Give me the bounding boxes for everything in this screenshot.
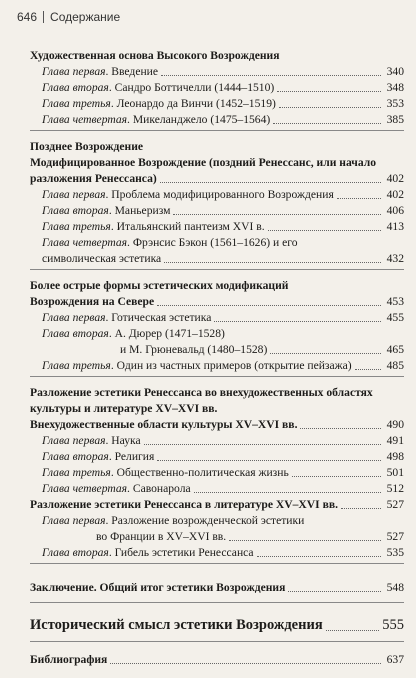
toc-entry-continued: и М. Грюневальд (1480–1528) 465 bbox=[120, 343, 404, 356]
toc-entry: Глава вторая. Сандро Боттичелли (1444–1510) 348 bbox=[42, 81, 404, 94]
toc-entry: Глава третья. Общественно-политическая жизнь 501 bbox=[42, 466, 404, 479]
section-title-cont: культуры и литературе XV–XVI вв. bbox=[30, 402, 218, 415]
toc-section bbox=[30, 139, 404, 270]
toc-entry: Глава вторая. А. Дюрер (1471–1528) bbox=[42, 327, 225, 340]
section-title: Художественная основа Высокого Возрождения bbox=[30, 49, 280, 62]
section-subtitle: Модифицированное Возрождение (поздний Ренессанс, или начало bbox=[30, 156, 377, 169]
toc-entry: Глава четвертая. Фрэнсис Бэкон (1561–1626) и его bbox=[42, 236, 298, 249]
section-title: Разложение эстетики Ренессанса во внехудожественных областях bbox=[30, 386, 373, 399]
toc-entry: Глава первая. Готическая эстетика 455 bbox=[42, 311, 404, 324]
toc-entry: Глава первая. Наука 491 bbox=[42, 434, 404, 447]
toc-entry: Глава вторая. Религия 498 bbox=[42, 450, 404, 463]
toc-entry: Возрождения на Севере 453 bbox=[30, 295, 404, 308]
toc-entry: разложения Ренессанса) 402 bbox=[30, 172, 404, 185]
section-title: Более острые формы эстетических модификаций bbox=[30, 279, 289, 292]
toc-section bbox=[30, 278, 404, 377]
toc-entry: Внехудожественные области культуры XV–XVI вв. 490 bbox=[30, 418, 404, 431]
toc-section bbox=[30, 572, 404, 603]
toc-entry: Глава вторая. Маньеризм 406 bbox=[42, 204, 404, 217]
toc-section bbox=[30, 385, 404, 564]
toc-entry-continued: во Франции в XV–XVI вв. 527 bbox=[96, 530, 404, 543]
header-divider bbox=[43, 11, 44, 23]
toc-entry: Разложение эстетики Ренессанса в литературе XV–XVI вв. 527 bbox=[30, 498, 404, 511]
historic-entry: Исторический смысл эстетики Возрождения 555 bbox=[30, 617, 404, 633]
toc-entry: Глава третья. Один из частных примеров (открытие пейзажа) 485 bbox=[42, 359, 404, 372]
toc-entry: Глава первая. Введение 340 bbox=[42, 65, 404, 78]
conclusion-entry: Заключение. Общий итог эстетики Возрождения 548 bbox=[30, 581, 404, 594]
section-title: Позднее Возрождение bbox=[30, 140, 144, 153]
toc-entry: Глава первая. Проблема модифицированного Возрождения 402 bbox=[42, 188, 404, 201]
page-number: 646 bbox=[17, 10, 38, 24]
running-header bbox=[17, 10, 120, 24]
toc-entry: Глава вторая. Гибель эстетики Ренессанса 535 bbox=[42, 546, 404, 559]
toc-entry: Глава третья. Леонардо да Винчи (1452–1519) 353 bbox=[42, 97, 404, 110]
toc-section bbox=[30, 650, 404, 670]
toc-section bbox=[30, 48, 404, 131]
toc-section bbox=[30, 611, 404, 642]
bibliography-entry: Библиография 637 bbox=[30, 653, 404, 666]
toc-entry: Глава третья. Итальянский пантеизм XVI в. 413 bbox=[42, 220, 404, 233]
toc-entry: Глава первая. Разложение возрожденческой эстетики bbox=[42, 514, 305, 527]
header-label: Содержание bbox=[50, 10, 121, 24]
toc-entry: Глава четвертая. Савонарола 512 bbox=[42, 482, 404, 495]
toc-entry: Глава четвертая. Микеланджело (1475–1564) 385 bbox=[42, 113, 404, 126]
toc-entry-continued: символическая эстетика 432 bbox=[42, 252, 404, 265]
toc bbox=[30, 48, 404, 678]
